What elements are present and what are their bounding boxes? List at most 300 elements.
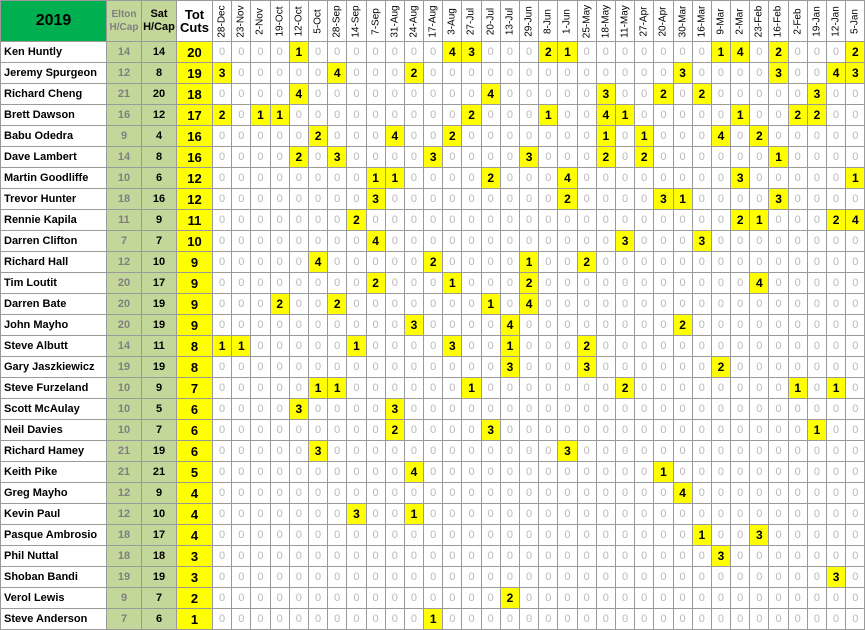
- cut-cell: 0: [328, 252, 347, 273]
- cut-cell: 0: [270, 588, 289, 609]
- total-cuts: 4: [177, 504, 213, 525]
- cut-cell: 0: [270, 441, 289, 462]
- cut-cell: 0: [673, 462, 692, 483]
- cut-cell: 0: [328, 567, 347, 588]
- cut-cell: 2: [577, 252, 596, 273]
- cut-cell: 0: [328, 357, 347, 378]
- cut-cell: 0: [615, 315, 634, 336]
- cut-cell: 0: [846, 84, 865, 105]
- cut-cell: 0: [366, 126, 385, 147]
- date-header: [232, 1, 251, 42]
- cut-cell: 0: [404, 42, 423, 63]
- cut-cell: 0: [635, 168, 654, 189]
- cut-cell: 0: [788, 609, 807, 630]
- cut-cell: 0: [500, 273, 519, 294]
- cut-cell: 0: [251, 378, 270, 399]
- cut-cell: 0: [347, 189, 366, 210]
- cut-cell: 0: [500, 567, 519, 588]
- cut-cell: 0: [846, 462, 865, 483]
- date-header: [539, 1, 558, 42]
- elton-handicap: 9: [107, 126, 142, 147]
- cut-cell: 0: [424, 294, 443, 315]
- cut-cell: 0: [807, 168, 826, 189]
- cut-cell: 0: [213, 315, 232, 336]
- cut-cell: 0: [328, 462, 347, 483]
- elton-handicap: 18: [107, 189, 142, 210]
- cut-cell: 0: [750, 567, 769, 588]
- cut-cell: 0: [769, 357, 788, 378]
- cut-cell: 0: [424, 105, 443, 126]
- cut-cell: 0: [596, 567, 615, 588]
- cut-cell: 0: [500, 63, 519, 84]
- sat-handicap: 4: [142, 126, 177, 147]
- table-row: [1, 315, 865, 336]
- cut-cell: 0: [711, 210, 730, 231]
- cut-cell: 0: [462, 399, 481, 420]
- cut-cell: 0: [462, 357, 481, 378]
- cut-cell: 0: [289, 63, 308, 84]
- cut-cell: 0: [520, 504, 539, 525]
- cut-cell: 0: [481, 252, 500, 273]
- cut-cell: 2: [615, 378, 634, 399]
- date-header: [500, 1, 519, 42]
- cut-cell: 0: [827, 504, 846, 525]
- cut-cell: 0: [462, 252, 481, 273]
- cut-cell: 0: [308, 42, 327, 63]
- cut-cell: 1: [443, 273, 462, 294]
- cut-cell: 0: [443, 63, 462, 84]
- cut-cell: 2: [654, 84, 673, 105]
- cut-cell: 0: [251, 273, 270, 294]
- cut-cell: 0: [481, 546, 500, 567]
- elton-handicap: 9: [107, 588, 142, 609]
- cut-cell: 0: [577, 462, 596, 483]
- cut-cell: 0: [807, 546, 826, 567]
- cut-cell: 0: [500, 504, 519, 525]
- cut-cell: 0: [635, 252, 654, 273]
- cut-cell: 0: [366, 336, 385, 357]
- cut-cell: 0: [347, 42, 366, 63]
- cut-cell: 0: [558, 63, 577, 84]
- cut-cell: 0: [520, 546, 539, 567]
- sat-handicap: 10: [142, 504, 177, 525]
- cut-cell: 0: [654, 378, 673, 399]
- cut-cell: 0: [481, 147, 500, 168]
- date-header: [673, 1, 692, 42]
- cut-cell: 0: [366, 609, 385, 630]
- cut-cell: 0: [539, 63, 558, 84]
- cut-cell: 0: [481, 462, 500, 483]
- cut-cell: 0: [232, 168, 251, 189]
- cut-cell: 0: [673, 504, 692, 525]
- table-row: [1, 525, 865, 546]
- total-cuts: 6: [177, 420, 213, 441]
- cut-cell: 0: [520, 126, 539, 147]
- cut-cell: 0: [558, 399, 577, 420]
- cut-cell: 0: [827, 147, 846, 168]
- player-name: Phil Nuttal: [1, 546, 107, 567]
- cut-cell: 0: [462, 567, 481, 588]
- cut-cell: 0: [750, 63, 769, 84]
- cut-cell: 0: [539, 588, 558, 609]
- cut-cell: 0: [692, 189, 711, 210]
- cut-cell: 1: [270, 105, 289, 126]
- cut-cell: 0: [577, 315, 596, 336]
- cut-cell: 0: [385, 357, 404, 378]
- date-header: [308, 1, 327, 42]
- cut-cell: 0: [827, 105, 846, 126]
- date-header-label: 23-Feb: [753, 5, 765, 37]
- cut-cell: 4: [385, 126, 404, 147]
- cut-cell: 0: [769, 588, 788, 609]
- cut-cell: 0: [520, 588, 539, 609]
- cut-cell: 0: [558, 609, 577, 630]
- cut-cell: 0: [289, 105, 308, 126]
- cut-cell: 0: [251, 525, 270, 546]
- cut-cell: 0: [520, 378, 539, 399]
- cut-cell: 0: [731, 399, 750, 420]
- cut-cell: 0: [424, 462, 443, 483]
- total-cuts: 9: [177, 252, 213, 273]
- cut-cell: 0: [232, 357, 251, 378]
- player-name: Shoban Bandi: [1, 567, 107, 588]
- cut-cell: 0: [520, 189, 539, 210]
- cut-cell: 0: [596, 357, 615, 378]
- cut-cell: 0: [769, 294, 788, 315]
- elton-handicap: 19: [107, 567, 142, 588]
- cut-cell: 0: [385, 84, 404, 105]
- date-header: [692, 1, 711, 42]
- cut-cell: 0: [769, 378, 788, 399]
- player-name: Darren Clifton: [1, 231, 107, 252]
- cut-cell: 0: [788, 273, 807, 294]
- total-cuts: 3: [177, 567, 213, 588]
- cut-cell: 0: [807, 273, 826, 294]
- cut-cell: 0: [750, 105, 769, 126]
- cut-cell: 1: [788, 378, 807, 399]
- table-row: [1, 441, 865, 462]
- player-name: Greg Mayho: [1, 483, 107, 504]
- cut-cell: 0: [539, 441, 558, 462]
- cut-cell: 0: [308, 294, 327, 315]
- cut-cell: 0: [404, 609, 423, 630]
- cut-cell: 0: [270, 546, 289, 567]
- cut-cell: 0: [827, 336, 846, 357]
- table-row: [1, 147, 865, 168]
- date-header: [481, 1, 500, 42]
- cut-cell: 0: [788, 294, 807, 315]
- cut-cell: 0: [692, 546, 711, 567]
- cut-cell: 0: [347, 168, 366, 189]
- cut-cell: 2: [596, 147, 615, 168]
- cut-cell: 0: [846, 273, 865, 294]
- cut-cell: 0: [270, 168, 289, 189]
- cut-cell: 0: [443, 84, 462, 105]
- cut-cell: 0: [577, 210, 596, 231]
- cut-cell: 0: [788, 252, 807, 273]
- sat-handicap: 8: [142, 147, 177, 168]
- cut-cell: 0: [750, 294, 769, 315]
- elton-handicap: 19: [107, 357, 142, 378]
- cut-cell: 2: [711, 357, 730, 378]
- cut-cell: 0: [500, 42, 519, 63]
- cut-cell: 0: [654, 147, 673, 168]
- cut-cell: 0: [308, 63, 327, 84]
- cut-cell: 0: [270, 84, 289, 105]
- cut-cell: 0: [827, 399, 846, 420]
- cut-cell: 0: [558, 231, 577, 252]
- cut-cell: 0: [232, 525, 251, 546]
- cut-cell: 0: [520, 168, 539, 189]
- cut-cell: 0: [500, 210, 519, 231]
- total-cuts: 19: [177, 63, 213, 84]
- cut-cell: 0: [251, 63, 270, 84]
- cut-cell: 0: [654, 231, 673, 252]
- cut-cell: 3: [424, 147, 443, 168]
- cut-cell: 0: [270, 567, 289, 588]
- cut-cell: 0: [308, 525, 327, 546]
- cut-cell: 0: [615, 609, 634, 630]
- cut-cell: 1: [750, 210, 769, 231]
- cut-cell: 0: [520, 105, 539, 126]
- cut-cell: 0: [769, 252, 788, 273]
- cut-cell: 0: [481, 42, 500, 63]
- cut-cell: 0: [615, 147, 634, 168]
- cut-cell: 1: [827, 378, 846, 399]
- cut-cell: 0: [366, 483, 385, 504]
- player-name: Babu Odedra: [1, 126, 107, 147]
- cut-cell: 0: [347, 378, 366, 399]
- cut-cell: 0: [500, 462, 519, 483]
- cut-cell: 0: [731, 483, 750, 504]
- cut-cell: 0: [251, 210, 270, 231]
- cut-cell: 0: [692, 441, 711, 462]
- table-row: [1, 336, 865, 357]
- cut-cell: 0: [788, 588, 807, 609]
- sat-handicap: 6: [142, 168, 177, 189]
- cut-cell: 0: [750, 168, 769, 189]
- sat-handicap: 10: [142, 252, 177, 273]
- date-header-label: 12-Oct: [293, 6, 305, 37]
- cut-cell: 0: [692, 567, 711, 588]
- cut-cell: 1: [424, 609, 443, 630]
- cut-cell: 0: [443, 252, 462, 273]
- cut-cell: 0: [788, 399, 807, 420]
- cut-cell: 1: [711, 42, 730, 63]
- cut-cell: 0: [577, 126, 596, 147]
- cut-cell: 0: [328, 210, 347, 231]
- cut-cell: 0: [807, 126, 826, 147]
- cut-cell: 1: [289, 42, 308, 63]
- cut-cell: 0: [615, 504, 634, 525]
- date-header: [289, 1, 308, 42]
- cut-cell: 0: [635, 546, 654, 567]
- cut-cell: 0: [558, 84, 577, 105]
- cut-cell: 0: [289, 609, 308, 630]
- cut-cell: 4: [711, 126, 730, 147]
- total-cuts-header: [177, 1, 213, 42]
- cut-cell: 0: [347, 546, 366, 567]
- cut-cell: 0: [750, 231, 769, 252]
- cut-cell: 0: [596, 273, 615, 294]
- player-name: Keith Pike: [1, 462, 107, 483]
- cut-cell: 0: [539, 189, 558, 210]
- cut-cell: 0: [520, 63, 539, 84]
- date-header-label: 5-Jan: [849, 8, 861, 34]
- cut-cell: 0: [270, 462, 289, 483]
- cut-cell: 0: [692, 420, 711, 441]
- cut-cell: 0: [520, 399, 539, 420]
- cut-cell: 0: [424, 189, 443, 210]
- cut-cell: 0: [308, 189, 327, 210]
- cut-cell: 0: [424, 357, 443, 378]
- cut-cell: 0: [328, 609, 347, 630]
- cut-cell: 0: [711, 441, 730, 462]
- date-header: [731, 1, 750, 42]
- cut-cell: 0: [232, 441, 251, 462]
- cut-cell: 1: [481, 294, 500, 315]
- cut-cell: 0: [366, 546, 385, 567]
- cut-cell: 0: [577, 504, 596, 525]
- elton-header-line1: Elton: [111, 9, 137, 20]
- cut-cell: 0: [711, 147, 730, 168]
- date-header-label: 3-Aug: [446, 7, 458, 35]
- cut-cell: 0: [711, 273, 730, 294]
- cut-cell: 0: [520, 609, 539, 630]
- cut-cell: 0: [462, 210, 481, 231]
- cut-cell: 2: [443, 126, 462, 147]
- cut-cell: 0: [692, 63, 711, 84]
- cut-cell: 0: [711, 588, 730, 609]
- player-name: Rennie Kapila: [1, 210, 107, 231]
- cut-cell: 0: [251, 567, 270, 588]
- cut-cell: 0: [251, 126, 270, 147]
- cut-cell: 0: [232, 105, 251, 126]
- cut-cell: 0: [807, 42, 826, 63]
- cut-cell: 0: [251, 441, 270, 462]
- cut-cell: 4: [443, 42, 462, 63]
- total-cuts: 16: [177, 147, 213, 168]
- player-name: Neil Davies: [1, 420, 107, 441]
- date-header: [558, 1, 577, 42]
- cut-cell: 0: [807, 294, 826, 315]
- cut-cell: 0: [251, 336, 270, 357]
- table-body: [1, 1, 865, 630]
- cut-cell: 0: [500, 231, 519, 252]
- total-cuts: 1: [177, 609, 213, 630]
- cut-cell: 0: [539, 462, 558, 483]
- cut-cell: 0: [385, 105, 404, 126]
- cut-cell: 0: [385, 252, 404, 273]
- cut-cell: 0: [654, 168, 673, 189]
- table-row: [1, 546, 865, 567]
- cut-cell: 0: [769, 483, 788, 504]
- cut-cell: 0: [251, 147, 270, 168]
- cut-cell: 2: [462, 105, 481, 126]
- date-header-label: 5-Oct: [312, 8, 324, 34]
- cut-cell: 0: [270, 357, 289, 378]
- cut-cell: 0: [289, 546, 308, 567]
- cut-cell: 0: [251, 399, 270, 420]
- cut-cell: 1: [846, 168, 865, 189]
- date-header-label: 27-Apr: [638, 6, 650, 37]
- cut-cell: 0: [424, 42, 443, 63]
- cut-cell: 0: [404, 168, 423, 189]
- cut-cell: 0: [635, 462, 654, 483]
- date-header: [270, 1, 289, 42]
- total-cuts: 12: [177, 168, 213, 189]
- cut-cell: 0: [558, 378, 577, 399]
- sat-header-line1: Sat: [150, 8, 168, 20]
- elton-handicap: 14: [107, 42, 142, 63]
- cut-cell: 0: [731, 147, 750, 168]
- cut-cell: 0: [635, 105, 654, 126]
- cut-cell: 0: [558, 546, 577, 567]
- cut-cell: 0: [347, 63, 366, 84]
- cut-cell: 3: [827, 567, 846, 588]
- cut-cell: 0: [443, 441, 462, 462]
- sat-handicap: 17: [142, 273, 177, 294]
- cut-cell: 0: [596, 210, 615, 231]
- cut-cell: 0: [731, 84, 750, 105]
- cut-cell: 0: [289, 483, 308, 504]
- table-row: [1, 63, 865, 84]
- cut-cell: 0: [635, 399, 654, 420]
- cut-cell: 0: [385, 231, 404, 252]
- cut-cell: 0: [807, 504, 826, 525]
- cut-cell: 0: [232, 378, 251, 399]
- cut-cell: 2: [788, 105, 807, 126]
- date-header-label: 18-May: [600, 4, 612, 38]
- cut-cell: 0: [366, 462, 385, 483]
- cut-cell: 0: [750, 609, 769, 630]
- elton-handicap: 7: [107, 231, 142, 252]
- cut-cell: 3: [443, 336, 462, 357]
- cut-cell: 0: [347, 294, 366, 315]
- total-cuts: 2: [177, 588, 213, 609]
- cut-cell: 0: [424, 567, 443, 588]
- cut-cell: 0: [692, 357, 711, 378]
- cut-cell: 0: [539, 525, 558, 546]
- cut-cell: 0: [827, 588, 846, 609]
- cut-cell: 0: [558, 525, 577, 546]
- cut-cell: 0: [596, 504, 615, 525]
- cut-cell: 0: [654, 483, 673, 504]
- cut-cell: 0: [251, 504, 270, 525]
- cut-cell: 0: [539, 378, 558, 399]
- cut-cell: 0: [558, 336, 577, 357]
- cut-cell: 0: [788, 210, 807, 231]
- total-cuts: 18: [177, 84, 213, 105]
- cut-cell: 0: [462, 273, 481, 294]
- cut-cell: 0: [347, 462, 366, 483]
- cut-cell: 1: [731, 105, 750, 126]
- cut-cell: 0: [481, 273, 500, 294]
- total-cuts: 20: [177, 42, 213, 63]
- cut-cell: 0: [558, 588, 577, 609]
- cut-cell: 0: [558, 420, 577, 441]
- sat-handicap: 21: [142, 462, 177, 483]
- cut-cell: 0: [424, 378, 443, 399]
- cut-cell: 3: [615, 231, 634, 252]
- cut-cell: 2: [558, 189, 577, 210]
- cut-cell: 0: [615, 441, 634, 462]
- cut-cell: 0: [615, 84, 634, 105]
- cut-cell: 0: [347, 84, 366, 105]
- cut-cell: 0: [577, 84, 596, 105]
- cut-cell: 0: [251, 252, 270, 273]
- cut-cell: 0: [347, 588, 366, 609]
